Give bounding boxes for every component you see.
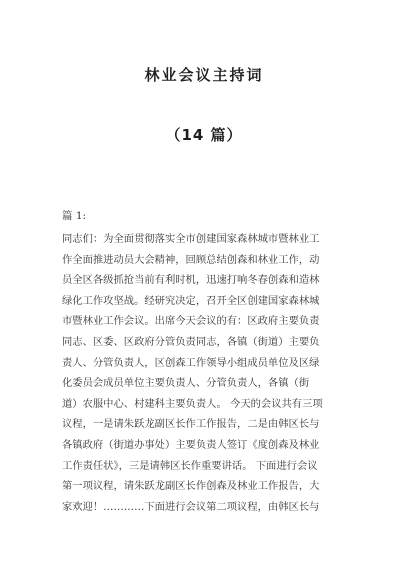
- document-subtitle: （14 篇）: [165, 126, 243, 144]
- body-line: 同志们：为全面贯彻落实全市创建国家森林城市暨林业工: [62, 233, 320, 245]
- body-line: 第一项议程，请朱跃龙副区长作创森及林业工作报告，大: [62, 480, 320, 493]
- body-line: 责人、分管负责人，区创森工作领导小组成员单位及区绿: [62, 356, 320, 369]
- body-line: 化委员会成员单位主要负责人、分管负责人，各镇（街: [62, 377, 310, 390]
- body-line: 同志、区委、区政府分管负责同志，各镇（街道）主要负: [62, 335, 320, 348]
- body-line: 家欢迎！…………下面进行会议第二项议程，由韩区长与: [62, 500, 320, 513]
- body-line: 各镇政府（街道办事处）主要负责人签订《度创森及林业: [62, 438, 320, 451]
- body-line: 员全区各级抓抢当前有利时机，迅速打响冬春创森和造林: [62, 274, 320, 287]
- document-title: 林业会议主持词: [144, 66, 264, 84]
- section-label: 篇 1:: [62, 210, 87, 222]
- body-line: 市暨林业工作会议。出席今天会议的有：区政府主要负责: [62, 315, 320, 328]
- body-text: [62, 229, 354, 517]
- body-line: 议程，一是请朱跃龙副区长作工作报告，二是由韩区长与: [62, 418, 320, 431]
- body-line: 道）农服中心、村建科主要负责人。 今天的会议共有三项: [62, 397, 323, 410]
- body-line: 绿化工作攻坚战。经研究决定，召开全区创建国家森林城: [62, 294, 320, 307]
- body-line: 作全面推进动员大会精神，回顾总结创森和林业工作，动: [62, 253, 320, 266]
- body-line: 工作责任状》，三是请韩区长作重要讲话。 下面进行会议: [62, 459, 318, 472]
